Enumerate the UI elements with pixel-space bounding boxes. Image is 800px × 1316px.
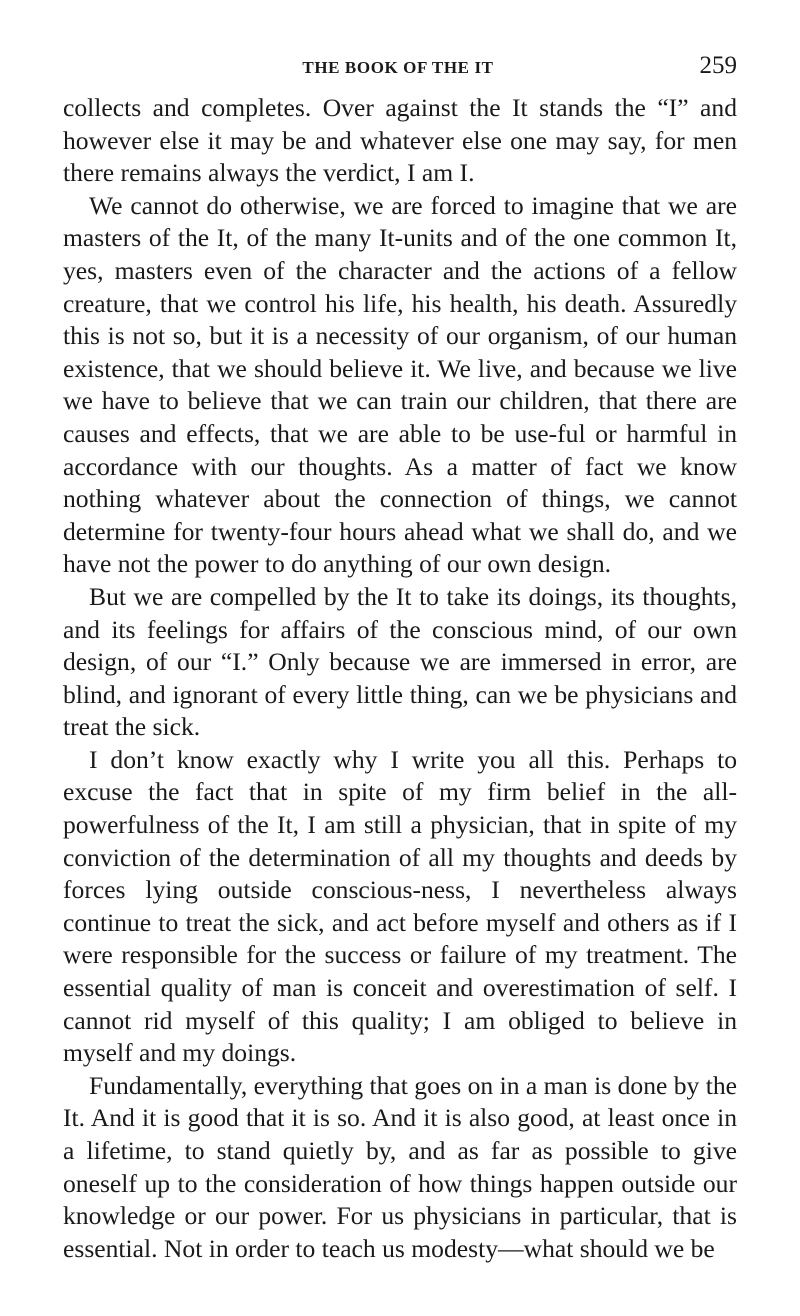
running-title: THE BOOK OF THE IT: [302, 58, 494, 77]
running-header: [63, 52, 737, 88]
paragraph: I don’t know exactly why I write you all this. Perhaps to excuse the fact that in spite of my firm belief in the all-powerfulness of the It, I am still a physician, that in spite of my conviction of the determination of all my thoughts and deeds by forces lying outside conscious-ness, I nevertheless always continue to treat the sick, and act before myself and others as if I were responsible for the success or failure of my treatment. The essential quality of man is conceit and overestimation of self. I cannot rid myself of this quality; I am obliged to believe in myself and my doings.: [63, 744, 737, 1068]
book-page: [63, 52, 737, 1265]
paragraph: We cannot do otherwise, we are forced to imagine that we are masters of the It, of the many It-units and of the one common It, yes, masters even of the character and the actions of a fellow creature, that we control his life, his health, his death. Assuredly this is not so, but it is a necessity of our organism, of our human existence, that we should believe it. We live, and because we live we have to believe that we can train our children, that there are causes and effects, that we are able to be use-ful or harmful in accordance with our thoughts. As a matter of fact we know nothing whatever about the connection of things, we cannot determine for twenty-four hours ahead what we shall do, and we have not the power to do anything of our own design.: [63, 190, 737, 579]
page-number: 259: [699, 52, 737, 79]
paragraph: collects and completes. Over against the It stands the “I” and however else it may be and whatever else one may say, for men there remains always the verdict, I am I.: [63, 93, 737, 188]
body-text: [63, 92, 737, 1265]
paragraph: But we are compelled by the It to take its doings, its thoughts, and its feelings for affairs of the conscious mind, of our own design, of our “I.” Only because we are immersed in error, are blind, and ignorant of every little thing, can we be physicians and treat the sick.: [63, 581, 737, 742]
paragraph: Fundamentally, everything that goes on in a man is done by the It. And it is good that it is so. And it is also good, at least once in a lifetime, to stand quietly by, and as far as possible to give oneself up to the consideration of how things happen outside our knowledge or our power. For us physicians in particular, that is essential. Not in order to teach us modesty—what should we be: [63, 1070, 738, 1263]
